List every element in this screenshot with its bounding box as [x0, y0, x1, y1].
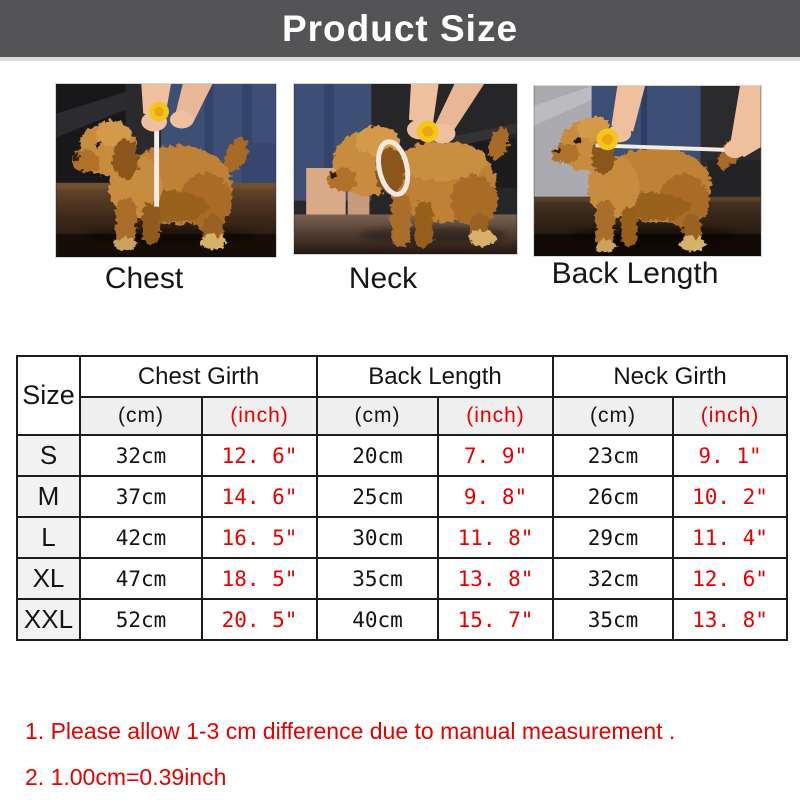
neck-inch-value: 9. 1": [673, 435, 787, 476]
table-row: [17, 435, 787, 476]
back-inch-value: 13. 8": [438, 558, 553, 599]
chest-cm-value: 32cm: [80, 435, 202, 476]
size-label: S: [17, 435, 80, 476]
measure-photo-neck: [293, 83, 518, 255]
back-cm-value: 25cm: [317, 476, 438, 517]
neck-inch-value: 13. 8": [673, 599, 787, 640]
table-subheader-row: [17, 397, 787, 435]
chest-girth-header: Chest Girth: [80, 356, 317, 397]
back-inch-value: 15. 7": [438, 599, 553, 640]
neck-cm-value: 29cm: [553, 517, 673, 558]
unit-header-inch: (inch): [438, 397, 553, 435]
back-cm-value: 35cm: [317, 558, 438, 599]
page-title: Product Size: [281, 7, 519, 49]
banner-divider: [0, 57, 800, 61]
size-label: L: [17, 517, 80, 558]
chest-inch-value: 20. 5": [202, 599, 317, 640]
chest-inch-value: 16. 5": [202, 517, 317, 558]
back-inch-value: 11. 8": [438, 517, 553, 558]
neck-inch-value: 11. 4": [673, 517, 787, 558]
dog-neck-measure-illustration: [294, 84, 517, 254]
chest-cm-value: 47cm: [80, 558, 202, 599]
measure-photo-chest: [55, 83, 277, 258]
banner: [0, 0, 800, 57]
back-inch-value: 7. 9": [438, 435, 553, 476]
neck-inch-value: 10. 2": [673, 476, 787, 517]
measuring-tape: [154, 120, 159, 207]
table-row: [17, 599, 787, 640]
size-column-header: Size: [17, 356, 80, 435]
neck-cm-value: 23cm: [553, 435, 673, 476]
back-cm-value: 20cm: [317, 435, 438, 476]
neck-cm-value: 26cm: [553, 476, 673, 517]
photo-caption-neck: Neck: [348, 262, 418, 295]
chest-inch-value: 12. 6": [202, 435, 317, 476]
neck-inch-value: 12. 6": [673, 558, 787, 599]
table-row: [17, 558, 787, 599]
unit-header-cm: (cm): [553, 397, 673, 435]
back-inch-value: 9. 8": [438, 476, 553, 517]
table-row: [17, 517, 787, 558]
chest-inch-value: 14. 6": [202, 476, 317, 517]
unit-header-inch: (inch): [673, 397, 787, 435]
note-measurement-tolerance: 1. Please allow 1-3 cm difference due to manual measurement .: [25, 718, 676, 744]
neck-cm-value: 32cm: [553, 558, 673, 599]
measure-photo-back-length: [533, 85, 762, 257]
table-header-row: [17, 356, 787, 397]
size-label: XXL: [17, 599, 80, 640]
photo-caption-chest: Chest: [104, 262, 184, 295]
dog-chest-measure-illustration: [56, 84, 276, 257]
unit-header-inch: (inch): [202, 397, 317, 435]
chest-cm-value: 52cm: [80, 599, 202, 640]
chest-inch-value: 18. 5": [202, 558, 317, 599]
footnotes: [25, 708, 675, 800]
back-cm-value: 30cm: [317, 517, 438, 558]
size-table: [16, 355, 788, 641]
back-cm-value: 40cm: [317, 599, 438, 640]
unit-header-cm: (cm): [80, 397, 202, 435]
note-unit-conversion: 2. 1.00cm=0.39inch: [25, 764, 227, 790]
back-length-header: Back Length: [317, 356, 553, 397]
photo-caption-back-length: Back Length: [551, 257, 719, 290]
chest-cm-value: 42cm: [80, 517, 202, 558]
dog-back-length-measure-illustration: [534, 86, 761, 256]
size-label: XL: [17, 558, 80, 599]
neck-cm-value: 35cm: [553, 599, 673, 640]
size-label: M: [17, 476, 80, 517]
unit-header-cm: (cm): [317, 397, 438, 435]
neck-girth-header: Neck Girth: [553, 356, 787, 397]
chest-cm-value: 37cm: [80, 476, 202, 517]
table-row: [17, 476, 787, 517]
